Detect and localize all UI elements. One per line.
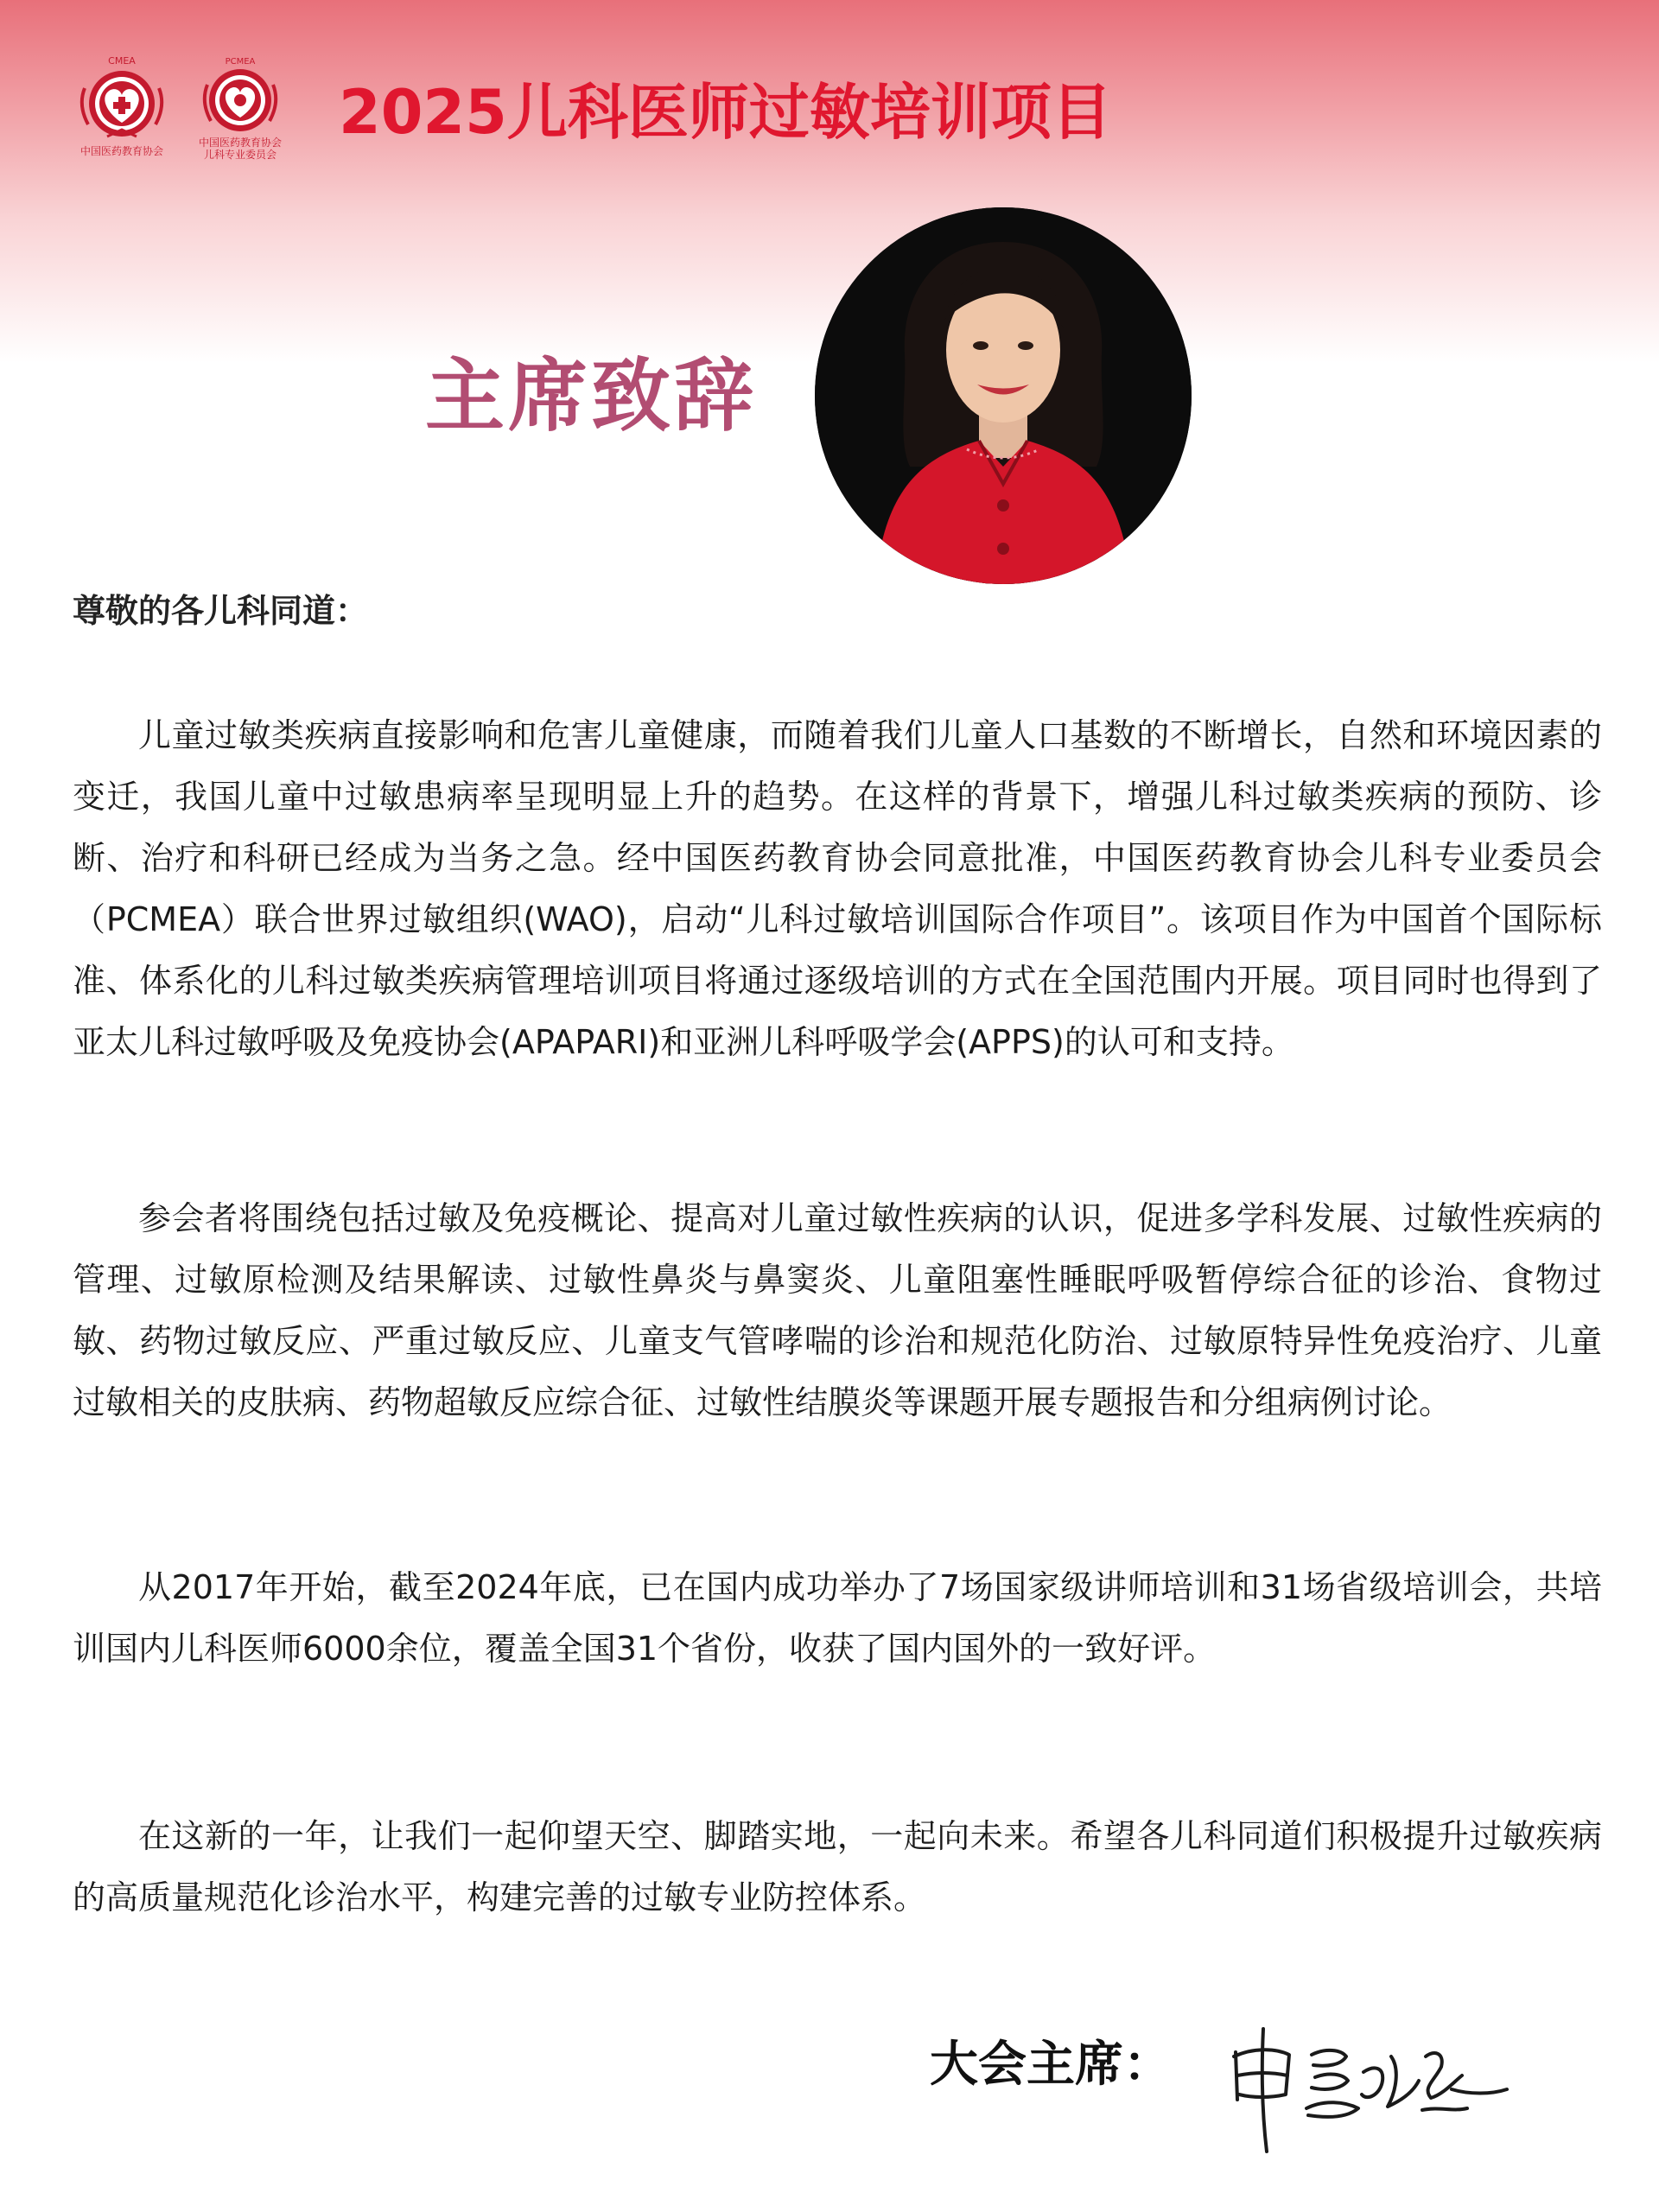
- pcmea-logo: [195, 54, 285, 161]
- pcmea-logo-caption-line2: 儿科专业委员会: [203, 149, 276, 161]
- portrait-photo-icon: [815, 207, 1192, 584]
- chairperson-portrait: [815, 207, 1192, 584]
- cmea-logo: [69, 54, 175, 157]
- pcmea-logo-top-text: PCMEA: [225, 57, 256, 67]
- body-paragraph-4: 在这新的一年，让我们一起仰望天空、脚踏实地，一起向未来。希望各儿科同道们积极提升过敏疾病的高质量规范化诊治水平，构建完善的过敏专业防控体系。: [73, 1817, 1602, 1916]
- body-paragraph-1: 儿童过敏类疾病直接影响和危害儿童健康，而随着我们儿童人口基数的不断增长，自然和环境因素的变迁，我国儿童中过敏患病率呈现明显上升的趋势。在这样的背景下，增强儿科过敏类疾病的预防、诊断、治疗和科研已经成为当务之急。经中国医药教育协会同意批准，中国医药教育协会儿科专业委员会（PCMEA）联合世界过敏组织(WAO)，启动“儿科过敏培训国际合作项目”。该项目作为中国首个国际标准、体系化的儿科过敏类疾病管理培训项目将通过逐级培训的方式在全国范围内开展。项目同时也得到了亚太儿科过敏呼吸及免疫协会(APAPARI)和亚洲儿科呼吸学会(APPS)的认可和支持。: [73, 716, 1602, 1061]
- chair-signature: [1218, 2005, 1512, 2172]
- body-paragraph-2: 参会者将围绕包括过敏及免疫概论、提高对儿童过敏性疾病的认识，促进多学科发展、过敏性疾病的管理、过敏原检测及结果解读、过敏性鼻炎与鼻窦炎、儿童阻塞性睡眠呼吸暂停综合征的诊治、食物过敏、药物过敏反应、严重过敏反应、儿童支气管哮喘的诊治和规范化防治、过敏原特异性免疫治疗、儿童过敏相关的皮肤病、药物超敏反应综合征、过敏性结膜炎等课题开展专题报告和分组病例讨论。: [73, 1199, 1602, 1421]
- pcmea-emblem-icon: [195, 54, 285, 137]
- chair-signature-label: 大会主席：: [930, 2037, 1172, 2093]
- body-paragraph-3: 从2017年开始，截至2024年底，已在国内成功举办了7场国家级讲师培训和31场省级培训会，共培训国内儿科医师6000余位，覆盖全国31个省份，收获了国内国外的一致好评。: [73, 1568, 1602, 1668]
- speech-title: 主席致辞: [425, 349, 758, 442]
- cmea-logo-caption: 中国医药教育协会: [79, 145, 163, 157]
- cmea-emblem-icon: [69, 54, 175, 145]
- handwritten-signature-icon: [1218, 2005, 1512, 2169]
- project-title: 2025儿科医师过敏培训项目: [339, 77, 1112, 148]
- salutation: 尊敬的各儿科同道：: [73, 592, 369, 630]
- cmea-logo-top-text: CMEA: [108, 55, 136, 67]
- pcmea-logo-caption-line1: 中国医药教育协会: [198, 137, 282, 149]
